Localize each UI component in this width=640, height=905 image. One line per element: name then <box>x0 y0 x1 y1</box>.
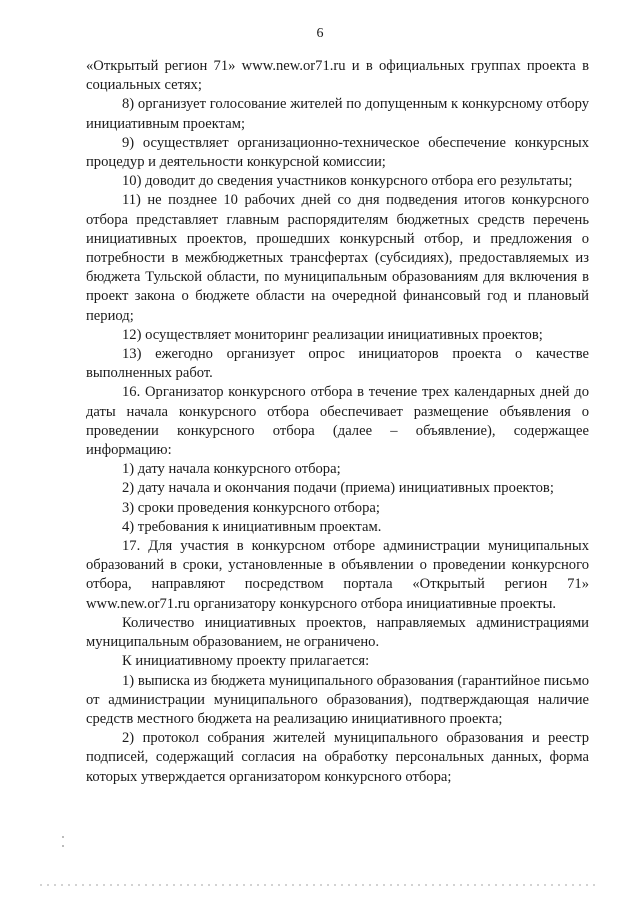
scan-speck <box>62 845 64 847</box>
paragraph-item-10: 10) доводит до сведения участников конкурсного отбора его результаты; <box>122 173 573 190</box>
paragraph-clause-16: 16. Организатор конкурсного отбора в течение трех календарных дней до даты начала конкурсного отбора обеспечивает размещение объявления о проведении конкурсного отбора (далее – объявление), содержащее информацию: <box>86 384 589 459</box>
page-number: 6 <box>316 26 324 41</box>
document-body <box>86 57 589 787</box>
paragraph-attachments-intro: К инициативному проекту прилагается: <box>122 653 370 670</box>
paragraph-clause-16-item-1: 1) дату начала конкурсного отбора; <box>122 461 341 478</box>
paragraph-clause-16-item-3: 3) сроки проведения конкурсного отбора; <box>122 499 380 516</box>
scan-artifact-dots <box>40 884 600 886</box>
scan-speck <box>62 836 64 838</box>
paragraph-clause-17: 17. Для участия в конкурсном отборе администрации муниципальных образований в сроки, установленные в объявлении о проведении конкурсного отбора, направляют посредством портала «Открытый регион 71» www.new.or71.ru организатору конкурсного отбора инициативные проекты. <box>86 538 589 612</box>
paragraph-attachment-2: 2) протокол собрания жителей муниципального образования и реестр подписей, содержащий согласия на обработку персональных данных, форма которых утверждается организатором конкурсного отбора; <box>86 730 589 785</box>
paragraph-clause-16-item-4: 4) требования к инициативным проектам. <box>122 518 382 535</box>
paragraph-intro-continuation: «Открытый регион 71» www.new.or71.ru и в официальных группах проекта в социальных сетях; <box>86 58 589 94</box>
paragraph-project-count: Количество инициативных проектов, направляемых администрациями муниципальным образованием, не ограничено. <box>86 614 589 651</box>
paragraph-clause-16-item-2: 2) дату начала и окончания подачи (приема) инициативных проектов; <box>122 480 554 497</box>
paragraph-item-11: 11) не позднее 10 рабочих дней со дня подведения итогов конкурсного отбора представляет главным распорядителям бюджетных средств перечень инициативных проектов, прошедших конкурсный отбор, и предложения о потребности в межбюджетных трансфертах (субсидиях), предоставляемых из бюджета Тульской области, по муниципальным образованиям для включения в проект закона о бюджете области на очередной финансовый год и плановый период; <box>86 192 589 324</box>
paragraph-item-13: 13) ежегодно организует опрос инициаторов проекта о качестве выполненных работ. <box>86 346 589 382</box>
paragraph-item-12: 12) осуществляет мониторинг реализации инициативных проектов; <box>122 326 543 343</box>
paragraph-item-8: 8) организует голосование жителей по допущенным к конкурсному отбору инициативным проектам; <box>86 96 589 132</box>
paragraph-attachment-1: 1) выписка из бюджета муниципального образования (гарантийное письмо от администрации муниципального образования), подтверждающая наличие средств местного бюджета на реализацию инициативного проекта; <box>86 672 589 727</box>
paragraph-item-9: 9) осуществляет организационно-техническое обеспечение конкурсных процедур и деятельности конкурсной комиссии; <box>86 134 589 171</box>
